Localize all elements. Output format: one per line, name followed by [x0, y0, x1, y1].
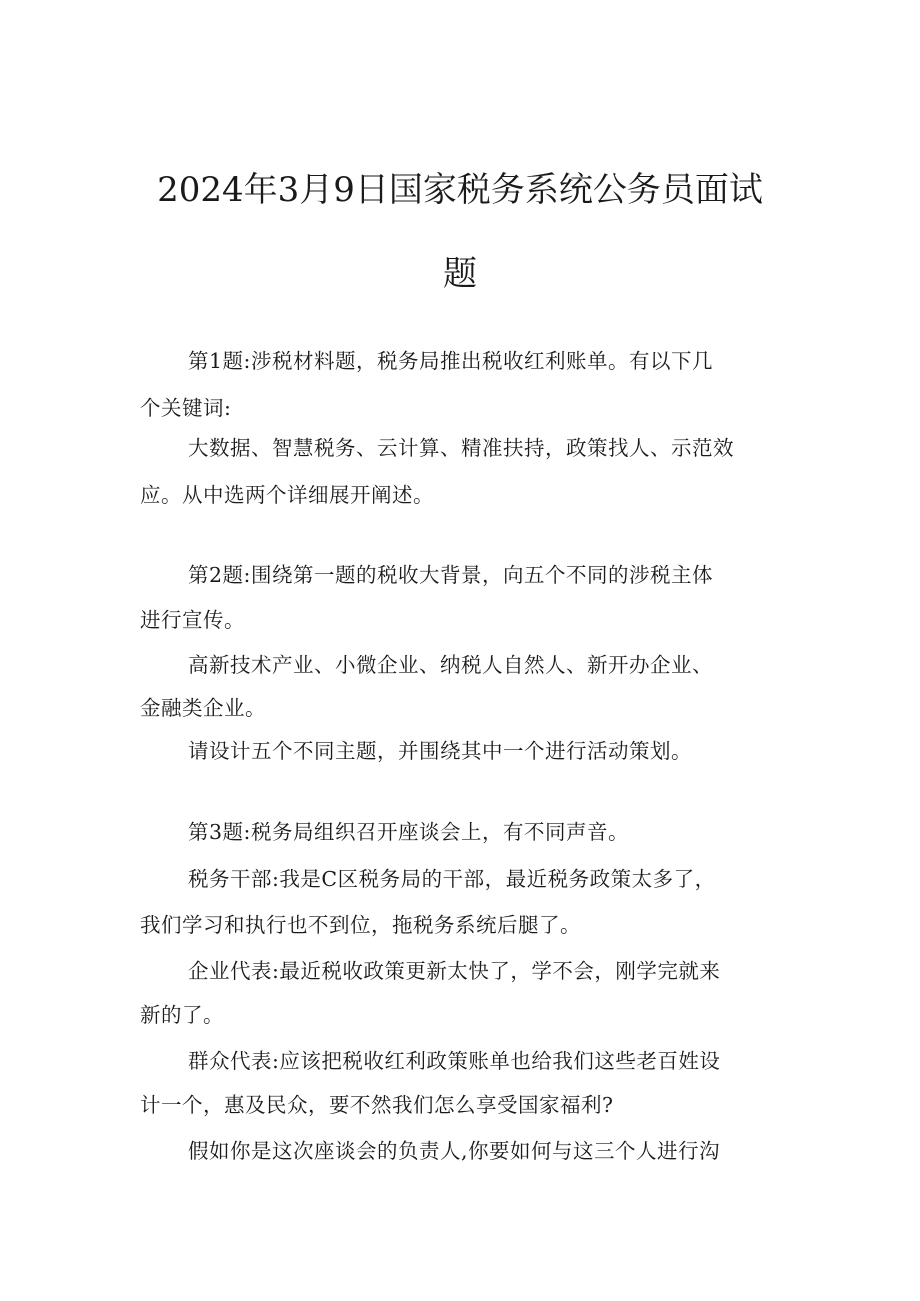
question-2-task: 请设计五个不同主题，并围绕其中一个进行活动策划。	[188, 739, 692, 763]
question-2-line-2: 进行宣传。	[140, 608, 245, 632]
question-3-tax-officer-line-1: 税务干部:我是C区税务局的干部，最近税务政策太多了，	[188, 867, 716, 891]
question-2-line-1: 第2题:围绕第一题的税收大背景，向五个不同的涉税主体	[188, 563, 713, 587]
question-3-enterprise-line-1: 企业代表:最近税收政策更新太快了，学不会，刚学完就来	[188, 959, 721, 983]
question-3-task-line-1: 假如你是这次座谈会的负责人,你要如何与这三个人进行沟	[188, 1139, 721, 1163]
question-1-keywords-line-1: 大数据、智慧税务、云计算、精准扶持，政策找人、示范效	[188, 436, 734, 460]
question-1-line-2: 个关键词:	[140, 396, 232, 420]
question-2-subjects-line-1: 高新技术产业、小微企业、纳税人自然人、新开办企业、	[188, 653, 713, 677]
question-3-tax-officer-line-2: 我们学习和执行也不到位，拖税务系统后腿了。	[140, 913, 581, 937]
question-1-keywords-line-2: 应。从中选两个详细展开阐述。	[140, 483, 434, 507]
question-3-public-line-2: 计一个，惠及民众，要不然我们怎么享受国家福利?	[140, 1093, 614, 1117]
question-3-enterprise-line-2: 新的了。	[140, 1003, 224, 1027]
document-title-line-1: 2024年3月9日国家税务系统公务员面试	[157, 170, 763, 210]
question-2-subjects-line-2: 金融类企业。	[140, 696, 266, 720]
question-1-line-1: 第1题:涉税材料题，税务局推出税收红利账单。有以下几	[188, 349, 713, 373]
question-3-public-line-1: 群众代表:应该把税收红利政策账单也给我们这些老百姓设	[188, 1049, 721, 1073]
question-3-line-1: 第3题:税务局组织召开座谈会上，有不同声音。	[188, 820, 629, 844]
document-title-line-2: 题	[443, 254, 477, 294]
